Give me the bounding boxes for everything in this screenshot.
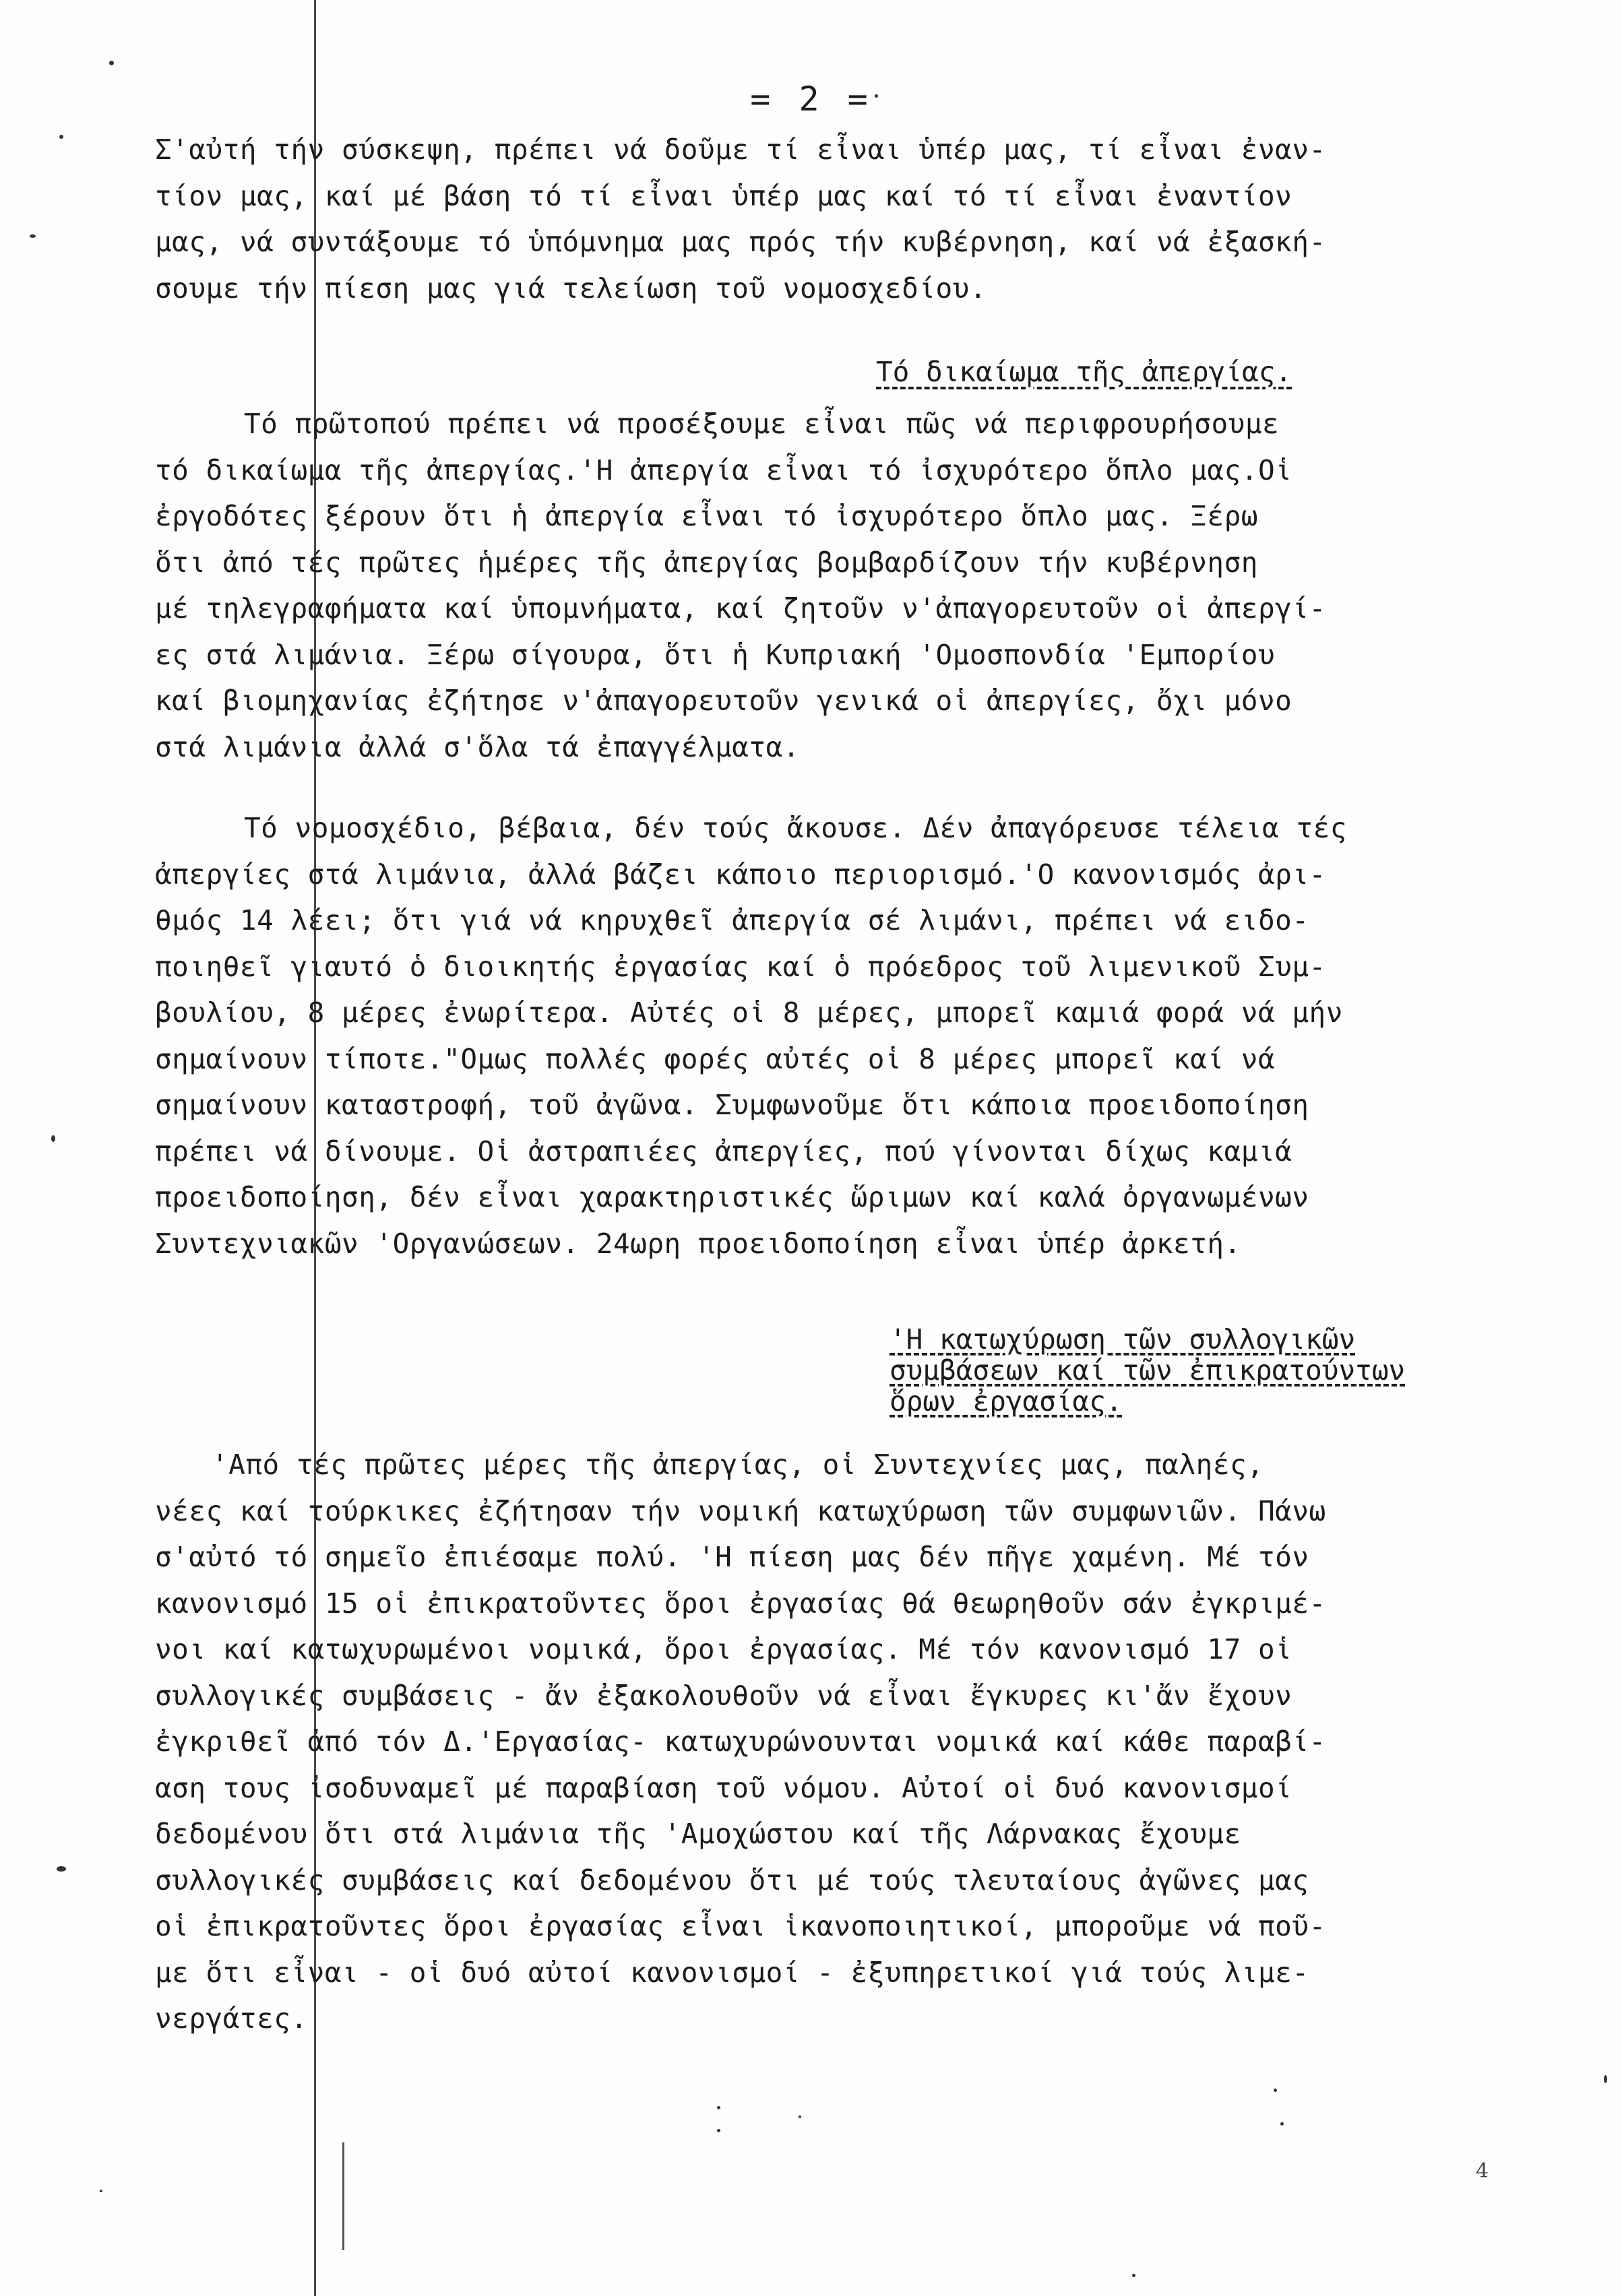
text-line: ες στά λιμάνια. Ξέρω σίγουρα, ὅτι ἡ Κυπριακή 'Ομοσπονδία 'Εμπορίου: [155, 638, 1276, 671]
text-line: ὅτι ἀπό τές πρῶτες ἡμέρες τῆς ἀπεργίας βομβαρδίζουν τήν κυβέρνηση: [155, 546, 1258, 579]
text-line: Τό πρῶτοπού πρέπει νά προσέξουμε εἶναι πῶς νά περιφρουρήσουμε: [244, 408, 1280, 440]
corner-mark: 4: [1476, 2159, 1489, 2183]
speck: [109, 61, 114, 65]
speck: [30, 234, 36, 238]
text-line: ἀπεργίες στά λιμάνια, ἀλλά βάζει κάποιο περιορισμό.'Ο κανονισμός ἀρι-: [155, 858, 1326, 891]
speck: [717, 2129, 720, 2132]
text-line: κανονισμό 15 οἱ ἐπικρατοῦντες ὅροι ἐργασίας θά θεωρηθοῦν σάν ἐγκριμέ-: [155, 1587, 1326, 1620]
speck: [1274, 2088, 1277, 2092]
text-line: στά λιμάνια ἀλλά σ'ὅλα τά ἐπαγγέλματα.: [155, 730, 800, 763]
text-line: αση τους ἰσοδυναμεῖ μέ παραβίαση τοῦ νόμου. Αὐτοί οἱ δυό κανονισμοί: [155, 1771, 1292, 1804]
text-line: βουλίου, 8 μέρες ἐνωρίτερα. Αὐτές οἱ 8 μέρες, μπορεῖ καμιά φορά νά μήν: [155, 996, 1343, 1029]
speck: [799, 2115, 801, 2118]
text-line: συλλογικές συμβάσεις καί δεδομένου ὅτι μέ τούς τλευταίους ἀγῶνες μας: [155, 1863, 1309, 1896]
speck: [1280, 2122, 1284, 2126]
text-line: ἐργοδότες ξέρουν ὅτι ἡ ἀπεργία εἶναι τό ἰσχυρότερο ὅπλο μας. Ξέρω: [155, 500, 1258, 532]
text-line: σουμε τήν πίεση μας γιά τελείωση τοῦ νομοσχεδίου.: [155, 272, 987, 305]
text-line: Τό νομοσχέδιο, βέβαια, δέν τούς ἄκουσε. Δέν ἀπαγόρευσε τέλεια τές: [244, 812, 1347, 844]
text-line: σημαίνουν τίποτε."Ομως πολλές φορές αὐτές οἱ 8 μέρες μπορεῖ καί νά: [155, 1042, 1276, 1075]
speck: [57, 1866, 66, 1872]
text-line: Σ'αὐτή τήν σύσκεψη, πρέπει νά δοῦμε τί εἶναι ὑπέρ μας, τί εἶναι ἐναν-: [155, 133, 1326, 166]
text-line: σ'αὐτό τό σημεῖο ἐπιέσαμε πολύ. 'Η πίεση μας δέν πῆγε χαμένη. Μέ τόν: [155, 1541, 1309, 1573]
text-line: μέ τηλεγραφήματα καί ὑπομνήματα, καί ζητοῦν ν'ἀπαγορευτοῦν οἱ ἀπεργί-: [155, 592, 1326, 625]
text-line: τίον μας, καί μέ βάση τό τί εἶναι ὑπέρ μας καί τό τί εἶναι ἐναντίον: [155, 179, 1292, 212]
text-line: με ὅτι εἶναι - οἱ δυό αὐτοί κανονισμοί - ἐξυπηρετικοί γιά τούς λιμε-: [155, 1956, 1309, 1989]
heading-line: 'Η κατωχύρωση τῶν συλλογικῶν: [890, 1323, 1356, 1356]
paragraph-intro: [155, 127, 1597, 311]
text-line: προειδοποίηση, δέν εἶναι χαρακτηριστικές ὥριμων καί καλά ὀργανωμένων: [155, 1181, 1309, 1213]
text-line: οἱ ἐπικρατοῦντες ὅροι ἐργασίας εἶναι ἱκανοποιητικοί, μποροῦμε νά ποῦ-: [155, 1910, 1326, 1942]
text-line: ἐγκριθεῖ ἀπό τόν Δ.'Εργασίας- κατωχυρώνουνται νομικά καί κάθε παραβί-: [155, 1725, 1326, 1758]
heading-line: ὅρων ἐργασίας.: [890, 1385, 1123, 1417]
text-line: μας, νά συντάξουμε τό ὑπόμνημα μας πρός τήν κυβέρνηση, καί νά ἐξασκή-: [155, 226, 1326, 258]
speck: [1132, 2274, 1135, 2277]
section-heading-collective-agreements: [890, 1324, 1405, 1417]
speck: [100, 2190, 102, 2192]
fold-line-fragment: [342, 2142, 344, 2250]
text-line: πρέπει νά δίνουμε. Οἱ ἀστραπιέες ἀπεργίες, πού γίνονται δίχως καμιά: [155, 1135, 1292, 1168]
text-line: νέες καί τούρκικες ἐζήτησαν τήν νομική κατωχύρωση τῶν συμφωνιῶν. Πάνω: [155, 1494, 1326, 1527]
paragraph-strike-right: [155, 401, 1597, 770]
text-line: τό δικαίωμα τῆς ἀπεργίας.'Η ἀπεργία εἶναι τό ἰσχυρότερο ὅπλο μας.Οἱ: [155, 453, 1292, 486]
paragraph-bill-restrictions: [155, 805, 1597, 1267]
speck: [1604, 2075, 1607, 2083]
heading-line: συμβάσεων καί τῶν ἐπικρατούντων: [890, 1354, 1406, 1386]
text-line: δεδομένου ὅτι στά λιμάνια τῆς 'Αμοχώστου καί τῆς Λάρνακας ἔχουμε: [155, 1818, 1241, 1850]
text-line: 'Από τές πρῶτες μέρες τῆς ἀπεργίας, οἱ Συντεχνίες μας, παληές,: [212, 1448, 1264, 1481]
speck: [51, 1135, 55, 1142]
page-number: = 2 =: [750, 79, 872, 119]
text-line: νεργάτες.: [155, 2002, 308, 2035]
text-line: θμός 14 λέει; ὅτι γιά νά κηρυχθεῖ ἀπεργία σέ λιμάνι, πρέπει νά ειδο-: [155, 904, 1309, 936]
text-line: συλλογικές συμβάσεις - ἄν ἐξακολουθοῦν νά εἶναι ἔγκυρες κι'ἄν ἔχουν: [155, 1679, 1292, 1712]
text-line: ποιηθεῖ γιαυτό ὁ διοικητής ἐργασίας καί ὁ πρόεδρος τοῦ λιμενικοῦ Συμ-: [155, 950, 1326, 983]
text-line: νοι καί κατωχυρωμένοι νομικά, ὅροι ἐργασίας. Μέ τόν κανονισμό 17 οἱ: [155, 1633, 1292, 1665]
speck: [59, 135, 63, 139]
speck: [717, 2106, 720, 2109]
section-heading-strike-right: Τό δικαίωμα τῆς ἀπεργίας.: [876, 356, 1292, 388]
paragraph-collective-agreements: [155, 1442, 1597, 2042]
text-line: καί βιομηχανίας ἐζήτησε ν'ἀπαγορευτοῦν γενικά οἱ ἀπεργίες, ὄχι μόνο: [155, 684, 1292, 717]
text-line: σημαίνουν καταστροφή, τοῦ ἀγῶνα. Συμφωνοῦμε ὅτι κάποια προειδοποίηση: [155, 1089, 1309, 1121]
text-line: Συντεχνιακῶν 'Οργανώσεων. 24ωρη προειδοποίηση εἶναι ὑπέρ ἀρκετή.: [155, 1227, 1241, 1260]
